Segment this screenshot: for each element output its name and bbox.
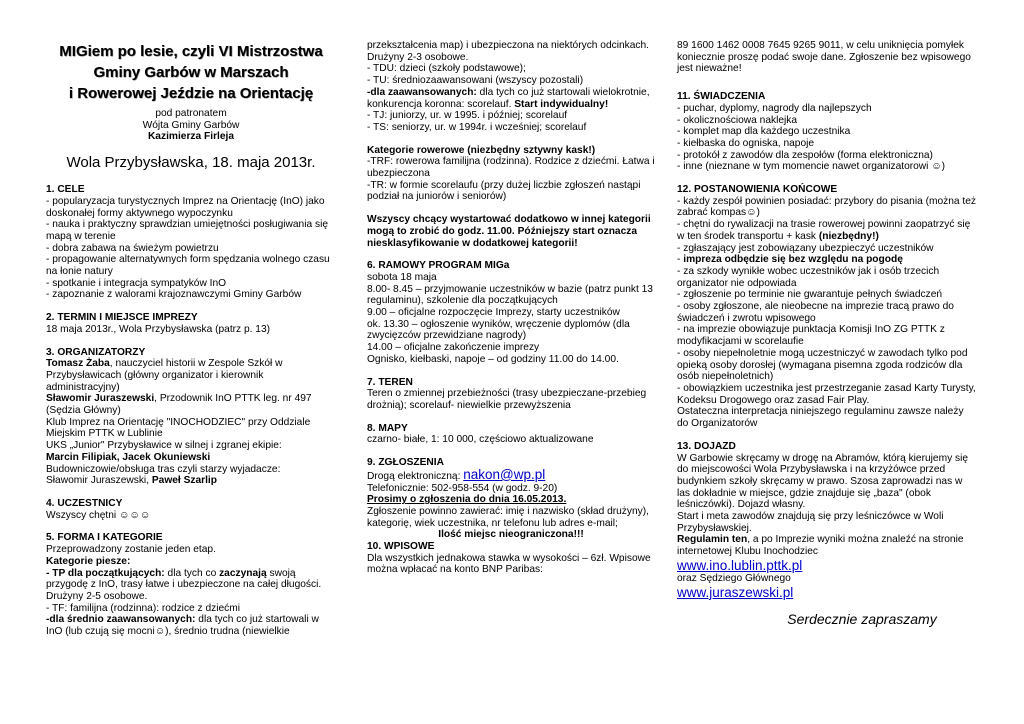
- wpisowe-text: Dla wszystkich jednakowa stawka w wysokości – 6zł. Wpisowe można wpłacać na konto BNP Paribas:: [367, 552, 651, 576]
- organizer-desc: , Przodownik InO PTTK leg. nr 497 (Sędzia Główny): [46, 393, 312, 417]
- extra-category-note: Wszyscy chcący wystartować dodatkowo w innej kategorii mogą to zrobić do godz. 11.00. Późniejszy start oznacza niesklasyfikowanie w dodatkowej kategorii!: [367, 214, 651, 249]
- category-tp: [46, 568, 336, 603]
- section-heading-organizatorzy: 3. ORGANIZATORZY: [46, 346, 146, 358]
- swiadczenia-item: - okolicznościowa naklejka: [677, 114, 798, 126]
- section-heading-forma: 5. FORMA I KATEGORIE: [46, 532, 163, 544]
- section-heading-swiadczenia: 11. ŚWIADCZENIA: [677, 91, 766, 103]
- mapy-text: czarno- białe, 1: 10 000, częściowo aktualizowane: [367, 434, 594, 446]
- forma-categories-label: Kategorie piesze:: [46, 555, 131, 567]
- category-tj: - TJ: juniorzy, ur. w 1995. i później; scorelauf: [367, 110, 568, 122]
- account-text: 89 1600 1462 0008 7645 9265 9011, w celu uniknięcia pomyłek koniecznie proszę podać swoje dane. Zgłoszenie bez wpisowego jest nieważne!: [677, 40, 971, 75]
- program-item: sobota 18 maja: [367, 271, 437, 283]
- category-emphasis: zaczynają: [219, 567, 267, 579]
- category-tdu: - TDU: dzieci (szkoły podstawowe);: [367, 63, 526, 75]
- rule-item: - osoby zgłoszone, ale nieobecne na imprezie tracą prawo do świadczeń i zwrotu wpisowego: [677, 301, 954, 324]
- title-line-2: Gminy Garbów w Marszach: [93, 64, 289, 81]
- email-line: [367, 466, 655, 483]
- rule-item: - zgłoszenie po terminie nie gwarantuje pełnych świadczeń: [677, 289, 943, 301]
- category-mid-cont: przekształcenia map) i ubezpieczona na niektórych odcinkach. Drużyny 2-3 osobowe.: [367, 40, 650, 63]
- uczestnicy-text: Wszyscy chętni ☺☺☺: [46, 509, 151, 521]
- category-ts: - TS: seniorzy, ur. w 1994r. i wcześniej; scorelauf: [367, 121, 587, 133]
- category-desc: dla tych co: [164, 567, 220, 579]
- swiadczenia-item: - kiełbaska do ogniska, napoje: [677, 137, 815, 149]
- rule-text: - chętni do rywalizacji na trasie rowerowej powinni zaopatrzyć się w ten środek transportu + kask: [677, 219, 971, 242]
- dojazd-text: W Garbowie skręcamy w drogę na Abramów, którą kierujemy się do miejscowości Wola Przybysławska i na krzyżówce przed budynkiem szkoły skręcamy w prawo. Szosa zaprowadzi nas w las dokładnie w miejsce, gdzie znajduje się „baza" (obok leśniczówki). Dojazd własny.: [677, 452, 969, 511]
- rule-item: - za szkody wynikłe wobec uczestników jak i osób trzecich organizator nie odpowiada: [677, 265, 940, 289]
- rule-item: - każdy zespół powinien posiadać: przybory do pisania (można też zabrać kompas☺): [677, 195, 976, 219]
- program-item: ok. 13.30 – ogłoszenie wyników, wręczenie dyplomów (dla zwycięzców przewidziane nagrody): [367, 318, 630, 342]
- route-builder-name: Sławomir Juraszewski,: [46, 475, 152, 487]
- forma-text: Przeprowadzony zostanie jeden etap.: [46, 544, 216, 556]
- patron-line-1: pod patronatem: [155, 108, 227, 119]
- category-desc: dla tych co już startowali w InO (lub czują się mocni☺), średnio trudna (niewielkie: [46, 614, 319, 638]
- organizer-club: Klub Imprez na Orientację "INOCHODZIEC" przy Oddziale Miejskim PTTK w Lublinie: [46, 416, 311, 440]
- swiadczenia-item: - komplet map dla każdego uczestnika: [677, 126, 851, 138]
- section-heading-dojazd: 13. DOJAZD: [677, 440, 736, 452]
- rule-item: Ostateczna interpretacja niniejszego regulaminu zawsze należy do Organizatorów: [677, 406, 964, 430]
- cele-item: - spotkanie i integracja sympatyków InO: [46, 277, 227, 289]
- organizer-name: Tomasz Żaba: [46, 358, 110, 370]
- swiadczenia-item: - puchar, dyplomy, nagrody dla najlepszych: [677, 102, 872, 114]
- organizer-uks: UKS „Junior" Przybysławice w silnej i zgranej ekipie:: [46, 440, 282, 452]
- judge-website-link[interactable]: www.juraszewski.pl: [677, 584, 794, 600]
- route-builder-name: Paweł Szarlip: [151, 475, 217, 487]
- section-heading-termin: 2. TERMIN I MIEJSCE IMPREZY: [46, 312, 198, 324]
- category-advanced: [367, 87, 655, 110]
- cele-item: - nauka i praktyczny sprawdzian umiejętności posługiwania się mapą w terenie: [46, 219, 328, 242]
- patron-line-3: Kazimierza Firleja: [147, 131, 235, 143]
- phone-line: Telefonicznie: 502-958-554 (w godz. 9-20): [367, 482, 558, 494]
- organizer-desc: , nauczyciel historii w Zespole Szkół w Przybysławicach (główny organizator i kierownik administracyjny): [46, 358, 283, 393]
- rule-text: -: [677, 254, 684, 266]
- category-name: - TP dla początkujących:: [46, 567, 165, 579]
- places-limit: Ilość miejsc nieograniczona!!!: [438, 529, 584, 541]
- dojazd-start: Start i meta zawodów znajdują się przy leśniczówce w Woli Przybysławskiej.: [677, 511, 944, 534]
- club-website-link[interactable]: www.ino.lublin.pttk.pl: [677, 557, 803, 573]
- section-heading-zgloszenia: 9. ZGŁOSZENIA: [367, 457, 444, 469]
- column-left: [46, 40, 336, 638]
- category-trf: -TRF: rowerowa familijna (rodzinna). Rodzice z dziećmi. Łatwa i ubezpieczona: [367, 156, 655, 180]
- patron-line-2: Wójta Gminy Garbów: [142, 119, 240, 131]
- rule-item: - na imprezie obowiązuje punktacja Komisji InO ZG PTTK z modyfikacjami w scorelaufie: [677, 324, 945, 348]
- results-text: , a po Imprezie wyniki można znaleźć na stronie internetowej Klubu Inochodziec: [677, 534, 964, 558]
- deadline-line: Prosimy o zgłoszenia do dnia 16.05.2013.: [367, 494, 567, 506]
- rule-item: - osoby niepełnoletnie mogą uczestniczyć w zawodach tylko pod opieką osoby dorosłej (wymagana pisemna zgoda rodziców dla osób niepełnoletnich): [677, 347, 968, 383]
- email-label: Drogą elektroniczną:: [367, 470, 464, 482]
- cele-item: - dobra zabawa na świeżym powietrzu: [46, 242, 219, 254]
- cele-item: - propagowanie alternatywnych form spędzania wolnego czasu na łonie natury: [46, 254, 330, 278]
- termin-text: 18 maja 2013r., Wola Przybysławska (patrz p. 13): [46, 323, 271, 335]
- rule-emphasis: (niezbędny!): [818, 230, 879, 242]
- organizer-2: [46, 393, 336, 416]
- cele-item: - zapoznanie z walorami krajoznawczymi Gminy Garbów: [46, 289, 302, 301]
- category-name: -dla zaawansowanych:: [367, 86, 477, 98]
- results-emphasis: Regulamin ten: [677, 534, 748, 546]
- program-item: 14.00 – oficjalne zakończenie imprezy: [367, 342, 540, 354]
- program-item: 8.00- 8.45 – przyjmowanie uczestników w bazie (patrz punkt 13 regulaminu), szkolenie dla początkujących: [367, 283, 653, 307]
- category-emphasis: Start indywidualny!: [514, 98, 609, 110]
- swiadczenia-item: - protokół z zawodów dla zespołów (forma elektroniczna): [677, 149, 933, 161]
- event-date: Wola Przybysławska, 18. maja 2013r.: [66, 154, 316, 172]
- swiadczenia-item: - inne (nieznane w tym momencie nawet organizatorowi ☺): [677, 161, 946, 173]
- program-item: 9.00 – oficjalne rozpoczęcie Imprezy, starty uczestników: [367, 307, 620, 319]
- column-middle: [367, 40, 655, 576]
- section-heading-wpisowe: 10. WPISOWE: [367, 541, 435, 553]
- rule-item: - obowiązkiem uczestnika jest przestrzeganie zasad Karty Turysty, Kodeksu Drogowego oraz zasad Fair Play.: [677, 382, 976, 406]
- organizer-team: Marcin Filipiak, Jacek Okuniewski: [46, 451, 211, 463]
- section-heading-mapy: 8. MAPY: [367, 422, 408, 434]
- category-tf: - TF: familijna (rodzinna): rodzice z dziećmi: [46, 602, 240, 614]
- route-builders: [46, 475, 336, 487]
- route-builders-label: Budowniczowie/obsługa tras czyli starzy wyjadacze:: [46, 463, 281, 475]
- category-tr: -TR: w formie scorelaufu (przy dużej liczbie zgłoszeń nastąpi podział na juniorów i seniorów): [367, 179, 641, 203]
- email-link[interactable]: nakon@wp.pl: [463, 466, 546, 482]
- program-item: Ognisko, kiełbaski, napoje – od godziny 11.00 do 14.00.: [367, 353, 619, 365]
- results-info: [677, 534, 977, 557]
- bike-categories-heading: Kategorie rowerowe (niezbędny sztywny kask!): [367, 144, 596, 156]
- organizer-name: Sławomir Juraszewski: [46, 393, 155, 405]
- category-desc: swoją przygodę z InO, trasy łatwe i ubezpieczone na całej długości. Drużyny 2-5 osobowe.: [46, 567, 322, 602]
- rule-item: [677, 219, 977, 242]
- title-line-1: MIGiem po lesie, czyli VI Mistrzostwa: [59, 43, 323, 60]
- cele-item: - popularyzacja turystycznych Imprez na Orientację (InO) jako doskonałej formy aktywnego wypoczynku: [46, 195, 325, 219]
- organizer-1: [46, 358, 336, 393]
- teren-text: Teren o zmiennej przebieżności (trasy ubezpieczane-przebieg drożnią); scorelauf- niewielkie przewyższenia: [367, 388, 647, 411]
- rule-item: - zgłaszający jest zobowiązany ubezpieczyć uczestników: [677, 242, 934, 254]
- registration-text: Zgłoszenie powinno zawierać: imię i nazwisko (skład drużyny), kategorię, wiek uczestnika, nr telefonu lub adres e-mail;: [367, 505, 649, 529]
- closing-invitation: Serdecznie zapraszamy: [787, 610, 937, 627]
- section-heading-program: 6. RAMOWY PROGRAM MIGa: [367, 260, 510, 272]
- title-line-3: i Rowerowej Jeździe na Orientację: [68, 85, 314, 102]
- category-desc: dla tych co już startowali wielokrotnie, konkurencja koronna: scorelauf.: [367, 86, 650, 110]
- category-mid: [46, 614, 336, 637]
- column-right: [677, 40, 977, 625]
- section-heading-teren: 7. TEREN: [367, 376, 413, 388]
- category-name: -dla średnio zaawansowanych:: [46, 614, 196, 626]
- category-tu: - TU: średniozaawansowani (wszyscy pozostali): [367, 75, 584, 87]
- section-heading-postanowienia: 12. POSTANOWIENIA KOŃCOWE: [677, 184, 838, 196]
- section-heading-uczestnicy: 4. UCZESTNICY: [46, 497, 123, 509]
- rule-emphasis: impreza odbędzie się bez względu na pogodę: [683, 254, 903, 266]
- rule-item: [677, 254, 977, 266]
- section-heading-cele: 1. CELE: [46, 184, 85, 196]
- judge-label: oraz Sędziego Głównego: [677, 572, 791, 584]
